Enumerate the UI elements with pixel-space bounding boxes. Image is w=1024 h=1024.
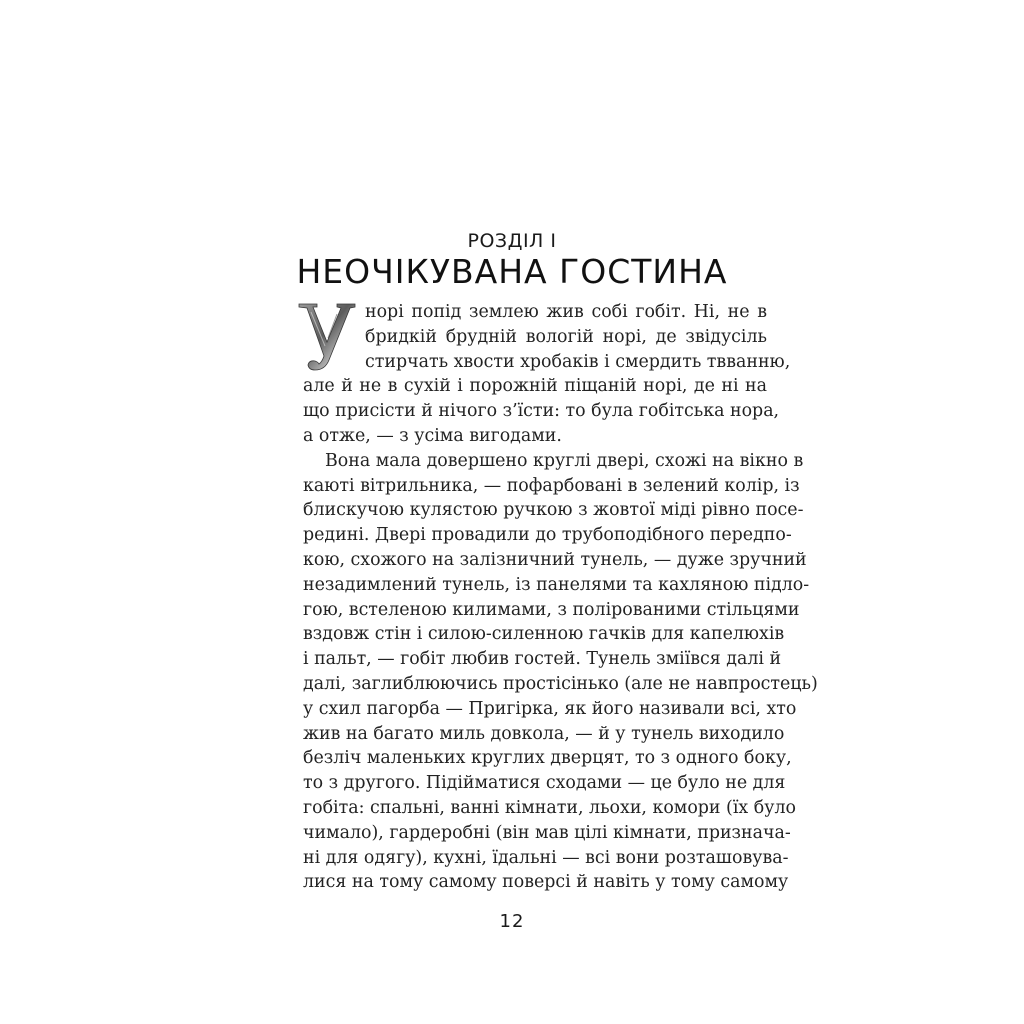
paragraph-2 <box>303 449 818 895</box>
text-line: Вона мала довершено круглі двері, схожі на вікно в <box>325 450 804 471</box>
text-line: редині. Двері провадили до трубоподібного передпо- <box>303 525 792 546</box>
dropcap-letter-icon <box>297 298 357 374</box>
text-line: незадимлений тунель, із панелями та кахляною підло- <box>303 574 810 595</box>
text-line: ні для одягу), кухні, їдальні — всі вони розташовува- <box>303 847 789 868</box>
text-line: гобіта: спальні, ванні кімнати, льохи, комори (їх було <box>303 797 796 818</box>
text-line: далі, заглиблюючись простісінько (але не навпростець) <box>303 673 818 694</box>
text-line: що присісти й нічого з’їсти: то була гобітська нора, <box>303 401 780 422</box>
text-line: і пальт, — гобіт любив гостей. Тунель зміївся далі й <box>303 649 782 670</box>
text-line: чимало), гардеробні (він мав цілі кімнати, признача- <box>303 822 791 843</box>
text-line: бридкій брудній вологій норі, де звідусіль <box>365 326 767 347</box>
chapter-title: НЕОЧІКУВАНА ГОСТИНА <box>296 252 728 291</box>
text-line: то з другого. Підійматися сходами — це було не для <box>303 773 786 794</box>
text-line: стирчать хвости хробаків і смердить твванню, <box>365 351 791 372</box>
text-line: блискучою кулястою ручкою з жовтої міді рівно посе- <box>303 500 804 521</box>
text-line: а отже, — з усіма вигодами. <box>303 425 562 446</box>
text-line: норі попід землею жив собі гобіт. Ні, не в <box>365 302 767 322</box>
page-number: 12 <box>499 911 525 932</box>
chapter-label: РОЗДІЛ І <box>467 230 557 252</box>
text-line: лися на тому самому поверсі й навіть у тому самому <box>303 872 789 893</box>
paragraph-1 <box>303 300 791 449</box>
body-text <box>303 300 818 895</box>
text-line: але й не в сухій і порожній піщаній норі, де ні на <box>303 376 767 397</box>
text-line: жив на багато миль довкола, — й у тунель виходило <box>303 723 785 744</box>
text-line: вздовж стін і силою-силенною гачків для капелюхів <box>303 624 785 645</box>
text-line: у схил пагорба — Пригірка, як його називали всі, хто <box>303 698 797 719</box>
text-line: каюті вітрильника, — пофарбовані в зелений колір, із <box>303 475 800 496</box>
text-line: гою, встеленою килимами, з полірованими стільцями <box>303 599 800 620</box>
text-line: кою, схожого на залізничний тунель, — дуже зручний <box>303 549 807 570</box>
text-line: безліч маленьких круглих дверцят, то з одного боку, <box>303 748 792 769</box>
